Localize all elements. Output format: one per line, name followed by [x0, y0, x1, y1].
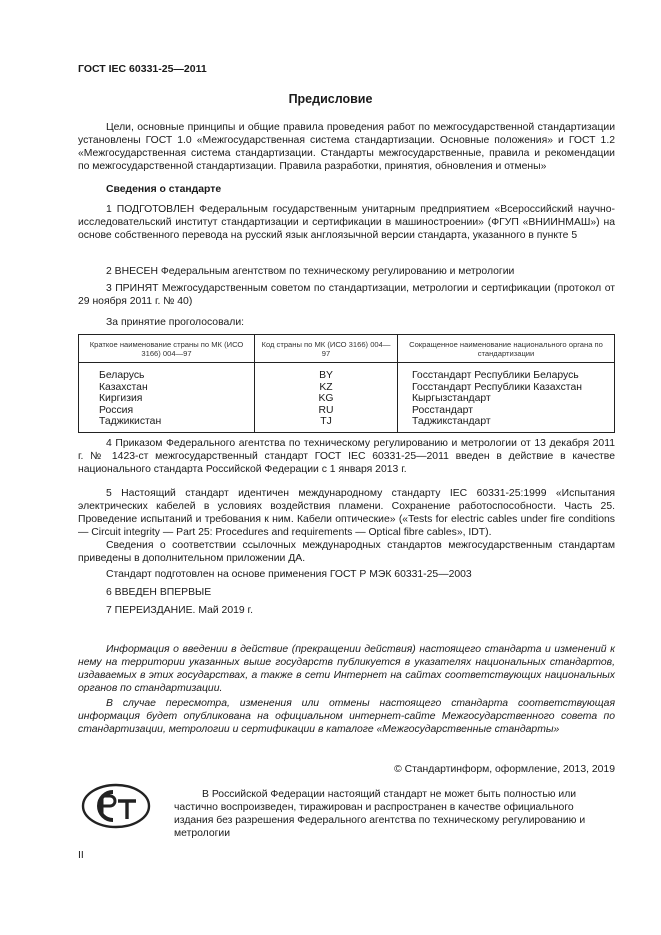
page-title: Предисловие [288, 92, 373, 106]
body-cell: Кыргызстандарт [398, 393, 615, 405]
rst-logo-icon [80, 782, 152, 830]
standard-info-heading-block [78, 183, 615, 196]
table-row [79, 382, 615, 394]
code-cell: RU [255, 405, 398, 417]
intro-paragraph: Цели, основные принципы и общие правила проведения работ по межгосударственной стандартизации установлены ГОСТ 1.0 «Межгосударственная система стандартизации. Основные положения» и ГОСТ 1.2 «Межгосударственная система стандартизации. Стандарты межгосударственные, правила и рекомендации по межгосударственной стандартизации. Правила разработки, принятия, обновления и отмены» [78, 122, 615, 172]
reproduction-notice-text: В Российской Федерации настоящий стандарт не может быть полностью или частично воспроизведен, тиражирован и распространен в качестве официального издания без разрешения Федерального агентства по техническому регулированию и метрологии [174, 789, 586, 839]
item-6-paragraph: 6 ВВЕДЕН ВПЕРВЫЕ [106, 587, 212, 598]
item-5-references-paragraph: Сведения о соответствии ссылочных международных стандартов межгосударственным стандартам приведены в дополнительном приложении ДА. [78, 540, 615, 564]
information-block [78, 643, 615, 736]
voted-label: За принятие проголосовали: [106, 317, 245, 328]
voting-table [78, 334, 615, 433]
item-3-block [78, 282, 615, 308]
table-row [79, 405, 615, 417]
country-cell: Беларусь [79, 363, 255, 382]
item-2-paragraph: 2 ВНЕСЕН Федеральным агентством по техническому регулированию и метрологии [106, 266, 515, 277]
table-header-body: Сокращенное наименование национального органа по стандартизации [398, 335, 615, 363]
country-cell: Киргизия [79, 393, 255, 405]
standard-info-heading: Сведения о стандарте [106, 184, 222, 195]
item-5-block [78, 487, 615, 581]
body-cell: Таджикстандарт [398, 416, 615, 432]
item-7-paragraph: 7 ПЕРЕИЗДАНИЕ. Май 2019 г. [106, 605, 253, 616]
country-cell: Таджикистан [79, 416, 255, 432]
body-cell: Госстандарт Республики Казахстан [398, 382, 615, 394]
code-cell: BY [255, 363, 398, 382]
table-header-row [79, 335, 615, 363]
code-cell: KG [255, 393, 398, 405]
item-7-block [78, 604, 615, 617]
reproduction-notice [174, 788, 615, 840]
intro-block [78, 121, 615, 173]
copyright-line: © Стандартинформ, оформление, 2013, 2019 [394, 764, 615, 775]
page-number: II [78, 850, 84, 861]
item-2-block [78, 265, 615, 278]
country-cell: Казахстан [79, 382, 255, 394]
code-cell: KZ [255, 382, 398, 394]
item-1-block [78, 203, 615, 242]
table-header-code: Код страны по МК (ИСО 3166) 004—97 [255, 335, 398, 363]
code-cell: TJ [255, 416, 398, 432]
item-4-block [78, 437, 615, 476]
voted-label-block [78, 316, 615, 329]
info-paragraph-revision: В случае пересмотра, изменения или отмены настоящего стандарта соответствующая информация будет опубликована на официальном интернет-сайте Межгосударственного совета по стандартизации, метрологии и сертификации в каталоге «Межгосударственные стандарты» [78, 698, 615, 735]
country-cell: Россия [79, 405, 255, 417]
item-6-block [78, 586, 615, 599]
item-1-paragraph: 1 ПОДГОТОВЛЕН Федеральным государственным унитарным предприятием «Всероссийский научно-исследовательский институт стандартизации и сертификации в машиностроении» (ФГУП «ВНИИНМАШ») на основе собственного перевода на русский язык англоязычной версии стандарта, указанного в пункте 5 [78, 204, 615, 241]
info-paragraph-introduction: Информация о введении в действие (прекращении действия) настоящего стандарта и изменений к нему на территории указанных выше государств публикуется в указателях национальных стандартов, издаваемых в этих государствах, а также в сети Интернет на сайтах соответствующих национальных органов по стандартизации. [78, 644, 615, 694]
item-5-basis-paragraph: Стандарт подготовлен на основе применения ГОСТ Р МЭК 60331-25—2003 [106, 569, 472, 580]
item-4-paragraph: 4 Приказом Федерального агентства по техническому регулированию и метрологии от 13 декабря 2011 г. № 1423-ст межгосударственный стандарт ГОСТ IEC 60331-25—2011 введен в действие в качестве национального стандарта Российской Федерации с 1 января 2013 г. [78, 438, 615, 475]
document-header: ГОСТ IEC 60331-25—2011 [78, 63, 207, 75]
table-row [79, 363, 615, 382]
body-cell: Росстандарт [398, 405, 615, 417]
table-header-country: Краткое наименование страны по МК (ИСО 3166) 004—97 [79, 335, 255, 363]
table-row [79, 393, 615, 405]
body-cell: Госстандарт Республики Беларусь [398, 363, 615, 382]
item-3-paragraph: 3 ПРИНЯТ Межгосударственным советом по стандартизации, метрологии и сертификации (протокол от 29 ноября 2011 г. № 40) [78, 283, 615, 307]
table-row [79, 416, 615, 432]
item-5-paragraph: 5 Настоящий стандарт идентичен международному стандарту IEC 60331-25:1999 «Испытания электрических кабелей в условиях воздействия пламени. Сохранение работоспособности. Часть 25. Проведение испытаний и требования к ним. Кабели оптические» («Tests for electric cables under fire conditions — Circuit integrity — Part 25: Procedures and requirements — Optical fibre cables», IDT). [78, 488, 615, 538]
